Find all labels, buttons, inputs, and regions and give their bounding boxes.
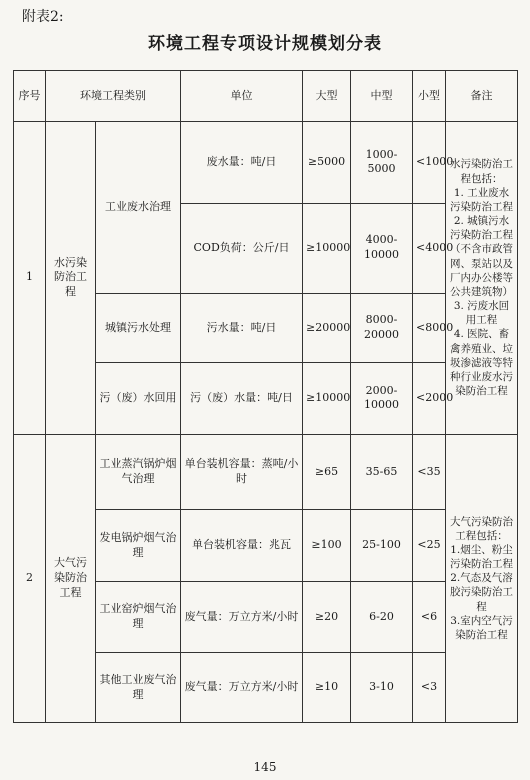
unit-cell: 污（废）水量：吨/日 bbox=[181, 363, 303, 435]
small-cell: <1000 bbox=[413, 122, 446, 204]
subcategory-cell: 工业窑炉烟气治理 bbox=[96, 581, 181, 653]
remark-line: 3.室内空气污染防治工程 bbox=[450, 614, 513, 641]
large-cell: ≥10000 bbox=[303, 203, 351, 293]
subcategory-cell: 其他工业废气治理 bbox=[96, 653, 181, 723]
small-cell: <35 bbox=[413, 434, 446, 510]
subcategory-cell: 工业蒸汽锅炉烟气治理 bbox=[96, 434, 181, 510]
header-small: 小型 bbox=[413, 71, 446, 122]
medium-cell: 1000-5000 bbox=[351, 122, 413, 204]
unit-cell: 废气量：万立方米/小时 bbox=[181, 653, 303, 723]
unit-cell: 废气量：万立方米/小时 bbox=[181, 581, 303, 653]
large-cell: ≥10000 bbox=[303, 363, 351, 435]
small-cell: <2000 bbox=[413, 363, 446, 435]
large-cell: ≥100 bbox=[303, 510, 351, 582]
subcategory-cell: 发电锅炉烟气治理 bbox=[96, 510, 181, 582]
medium-cell: 8000-20000 bbox=[351, 293, 413, 363]
seq-cell: 1 bbox=[14, 122, 46, 435]
table-row bbox=[14, 434, 518, 510]
remark-line: 1. 工业废水污染防治工程 bbox=[450, 186, 513, 213]
remark-line: 2.气态及气溶胶污染防治工程 bbox=[450, 572, 513, 613]
remark-line: 4. 医院、畜禽养殖业、垃圾渗滤液等特种行业废水污染防治工程 bbox=[450, 328, 513, 398]
remark-line: 3. 污废水回用工程 bbox=[453, 300, 510, 327]
unit-cell: 单台装机容量：蒸吨/小时 bbox=[181, 434, 303, 510]
medium-cell: 3-10 bbox=[351, 653, 413, 723]
small-cell: <3 bbox=[413, 653, 446, 723]
design-scale-table bbox=[13, 70, 518, 723]
medium-cell: 2000-10000 bbox=[351, 363, 413, 435]
header-unit: 单位 bbox=[181, 71, 303, 122]
remark-cell bbox=[446, 122, 518, 435]
large-cell: ≥20 bbox=[303, 581, 351, 653]
unit-cell: 废水量：吨/日 bbox=[181, 122, 303, 204]
remark-cell bbox=[446, 434, 518, 722]
large-cell: ≥5000 bbox=[303, 122, 351, 204]
subcategory-cell: 工业废水治理 bbox=[96, 122, 181, 294]
large-cell: ≥20000 bbox=[303, 293, 351, 363]
appendix-label: 附表2: bbox=[22, 9, 64, 25]
header-category: 环境工程类别 bbox=[46, 71, 181, 122]
page-title: 环境工程专项设计规模划分表 bbox=[148, 34, 382, 54]
medium-cell: 25-100 bbox=[351, 510, 413, 582]
medium-cell: 35-65 bbox=[351, 434, 413, 510]
header-seq: 序号 bbox=[14, 71, 46, 122]
table-row bbox=[14, 122, 518, 204]
category-cell: 水污染防治工程 bbox=[46, 122, 96, 435]
page-number: 145 bbox=[253, 760, 277, 774]
seq-cell: 2 bbox=[14, 434, 46, 722]
remark-line: 水污染防治工程包括： bbox=[450, 158, 513, 185]
unit-cell: 单台装机容量：兆瓦 bbox=[181, 510, 303, 582]
medium-cell: 6-20 bbox=[351, 581, 413, 653]
subcategory-cell: 污（废）水回用 bbox=[96, 363, 181, 435]
small-cell: <4000 bbox=[413, 203, 446, 293]
header-row bbox=[14, 71, 518, 122]
remark-line: 1.烟尘、粉尘污染防治工程 bbox=[450, 543, 513, 571]
medium-cell: 4000-10000 bbox=[351, 203, 413, 293]
unit-cell: COD负荷：公斤/日 bbox=[181, 203, 303, 293]
header-large: 大型 bbox=[303, 71, 351, 122]
remark-line: 大气污染防治工程包括： bbox=[450, 515, 513, 542]
large-cell: ≥10 bbox=[303, 653, 351, 723]
large-cell: ≥65 bbox=[303, 434, 351, 510]
unit-cell: 污水量：吨/日 bbox=[181, 293, 303, 363]
category-cell: 大气污染防治工程 bbox=[46, 434, 96, 722]
header-medium: 中型 bbox=[351, 71, 413, 122]
remark-line: 2. 城镇污水污染防治工程（不含市政管网、泵站以及厂内办公楼等公共建筑物） bbox=[450, 215, 513, 298]
small-cell: <8000 bbox=[413, 293, 446, 363]
small-cell: <25 bbox=[413, 510, 446, 582]
subcategory-cell: 城镇污水处理 bbox=[96, 293, 181, 363]
small-cell: <6 bbox=[413, 581, 446, 653]
header-remark: 备注 bbox=[446, 71, 518, 122]
